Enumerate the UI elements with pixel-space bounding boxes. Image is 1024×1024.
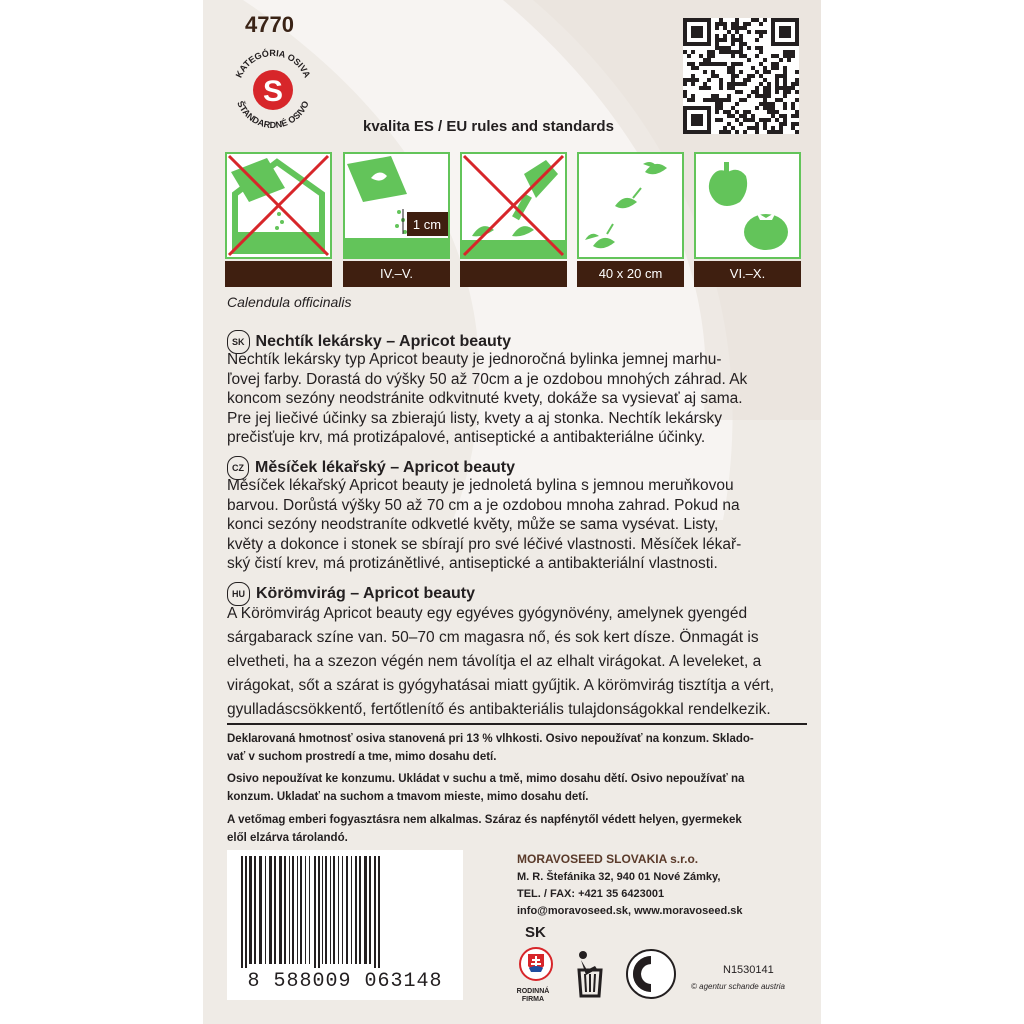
agency-credit: © agentur schande austria	[691, 982, 785, 991]
warning-line: Osivo nepoužívat ke konzumu. Ukládat v suchu a tmě, mimo dosahu dětí. Osivo nepoužívať na	[227, 773, 745, 785]
qr-code[interactable]	[683, 18, 799, 134]
warning-cz	[227, 770, 744, 806]
barcode-number: 8 588009 063148	[247, 970, 443, 993]
description-line: Pre jej liečivé účinky sa zbierajú listy, kvety a aj stonka. Nechtík lekársky	[227, 409, 723, 427]
icon-sowing-outdoor	[343, 152, 450, 287]
seal-letter: S	[262, 75, 284, 108]
quality-note: kvalita ES / EU rules and standards	[363, 118, 614, 135]
section-heading: Měsíček lékařský – Apricot beauty	[255, 459, 515, 477]
description-line: elvetheti, ha a szezon végén nem távolítja el az elhalt virágokat. A leveleket, a	[227, 653, 762, 670]
seed-packet-back	[203, 0, 821, 1024]
greenhouse-icon	[227, 154, 330, 257]
divider	[227, 723, 807, 725]
country-label: SK	[525, 924, 546, 941]
trash-bin-icon	[571, 948, 611, 1000]
description-line: barvou. Dorůstá výšky 50 až 70 cm a je ozdobou mnoha zahrad. Pokud na	[227, 496, 740, 514]
section-hu	[227, 582, 807, 722]
plant-spacing-icon	[579, 154, 682, 257]
icon-transplanting	[460, 152, 567, 287]
sowing-depth: 1 cm	[412, 217, 442, 232]
slovak-shield-icon	[519, 944, 553, 984]
language-badge: CZ	[227, 456, 249, 480]
vegetables-icon	[696, 154, 799, 257]
description-line: Nechtík lekársky typ Apricot beauty je jednoročná bylinka jemnej marhu-	[227, 351, 722, 368]
description-line: konci sezóny neodstraníte odkvetlé květy, může se sama vysévat. Listy,	[227, 516, 719, 533]
family-firm-label: RODINNÁ FIRMA	[516, 988, 550, 1003]
seed-category-seal	[225, 42, 321, 138]
icon-harvest	[694, 152, 801, 287]
description-line: květy a dokonce i stonek se sbírají pro své léčivé vlastnosti. Měsíček lékař-	[227, 535, 742, 553]
section-sk	[227, 330, 807, 448]
company-name: MORAVOSEED SLOVAKIA s.r.o.	[517, 852, 699, 866]
section-heading: Nechtík lekársky – Apricot beauty	[255, 333, 512, 351]
icon-sowing-greenhouse	[225, 152, 332, 287]
company-web[interactable]: info@moravoseed.sk, www.moravoseed.sk	[517, 905, 743, 917]
barcode-bars	[227, 850, 463, 970]
seal-bottom-text: ŠTANDARDNÉ OSIVO	[235, 99, 311, 131]
latin-name: Calendula officinalis	[227, 294, 352, 310]
section-cz	[227, 456, 807, 574]
language-badge: HU	[227, 582, 250, 606]
icon-label: IV.–V.	[343, 261, 450, 287]
warning-line: vať v suchom prostredí a tme, mimo dosahu detí.	[227, 751, 497, 763]
seed-packet-icon	[345, 154, 448, 257]
description-line: prečisťuje krv, má protizápalové, antiseptické a antibakteriálne účinky.	[227, 429, 706, 446]
warning-sk	[227, 730, 754, 766]
icon-label	[225, 261, 332, 287]
warning-line: Deklarovaná hmotnosť osiva stanovená pri 13 % vlhkosti. Osivo nepoužívať na konzum. Sklado-	[227, 733, 754, 745]
section-title	[227, 330, 807, 350]
company-address: M. R. Štefánika 32, 940 01 Nové Zámky,	[517, 871, 721, 883]
description-line: A Körömvirág Apricot beauty egy egyéves gyógynövény, amelynek gyengéd	[227, 605, 748, 622]
description-line: gyulladáscsökkentő, fertőtlenítő és antibakteriális tulajdonságokkal rendelkezik.	[227, 701, 771, 718]
print-code: N1530141	[723, 964, 774, 976]
trowel-icon	[462, 154, 565, 257]
seal-top-text: KATEGÓRIA OSIVA	[233, 47, 313, 80]
section-title	[227, 582, 807, 602]
warning-hu	[227, 811, 742, 847]
icon-label: VI.–X.	[694, 261, 801, 287]
warning-line: elől elzárva tárolandó.	[227, 832, 348, 844]
section-title	[227, 456, 807, 476]
description-line: ľovej farby. Dorastá do výšky 50 až 70cm a je ozdobou mnohých záhrad. Ak	[227, 370, 748, 388]
description-line: koncom sezóny neodstránite odkvitnuté kvety, dokáže sa vysievať aj sama.	[227, 390, 743, 407]
company-phone: TEL. / FAX: +421 35 6423001	[517, 888, 665, 900]
language-badge: SK	[227, 330, 250, 354]
icon-label: 40 x 20 cm	[577, 261, 684, 287]
description-line: Měsíček lékařský Apricot beauty je jednoletá bylina s jemnou meruňkovou	[227, 477, 734, 494]
description-line: ský čistí krev, má protizánětlivé, antiseptické a antibakteriální vlastnosti.	[227, 555, 718, 572]
description-line: sárgabarack színe van. 50–70 cm magasra nő, és sok kert dísze. Önmagát is	[227, 629, 759, 646]
description-line: virágokat, sőt a szárat is gyógyhatásai miatt gyűjtik. A körömvirág tisztítja a vért,	[227, 677, 775, 694]
green-dot-icon	[625, 948, 677, 1000]
icon-spacing	[577, 152, 684, 287]
icon-label	[460, 261, 567, 287]
product-code: 4770	[245, 12, 294, 37]
barcode[interactable]	[227, 850, 463, 1000]
warning-line: konzum. Ukladať na suchom a tmavom mieste, mimo dosahu detí.	[227, 791, 589, 803]
section-heading: Körömvirág – Apricot beauty	[256, 585, 476, 603]
warning-line: A vetőmag emberi fogyasztásra nem alkalmas. Száraz és napfénytől védett helyen, gyermekek	[227, 814, 742, 826]
